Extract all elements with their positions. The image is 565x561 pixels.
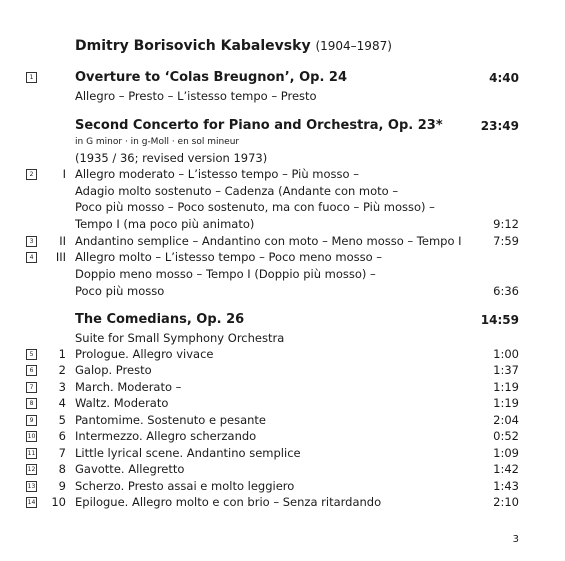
- track-box: 4: [26, 252, 37, 263]
- track-box: 7: [26, 382, 37, 393]
- movement-duration: 2:10: [493, 495, 519, 509]
- track-box: 10: [27, 433, 36, 440]
- key-line: in G minor · in g-Moll · en sol mineur: [75, 137, 240, 147]
- movement-number: 3: [58, 380, 66, 394]
- movement-number: 7: [58, 446, 66, 460]
- movement-title: March. Moderato –: [75, 380, 182, 394]
- work-title: Second Concerto for Piano and Orchestra, Op. 23*: [75, 118, 443, 133]
- track-box: 14: [27, 499, 36, 506]
- work-duration: 23:49: [480, 119, 519, 133]
- movement-number: 4: [58, 396, 66, 410]
- composer-name: Dmitry Borisovich Kabalevsky: [75, 38, 311, 54]
- movement-number: 1: [58, 347, 66, 361]
- movement-line: Allegro moderato – L’istesso tempo – Più mosso –: [75, 167, 359, 181]
- work-title: Overture to ‘Colas Breugnon’, Op. 24: [75, 70, 348, 85]
- track-box: 11: [27, 450, 36, 457]
- movement-title: Waltz. Moderato: [75, 396, 169, 410]
- movement-title: Pantomime. Sostenuto e pesante: [75, 413, 266, 427]
- movement-line: Allegro molto – L’istesso tempo – Poco meno mosso –: [75, 250, 383, 264]
- movement-duration: 1:19: [493, 380, 519, 394]
- movement-duration: 9:12: [493, 217, 519, 231]
- work-duration: 4:40: [489, 71, 519, 85]
- track-box: 1: [26, 72, 37, 83]
- movement-number: 10: [51, 495, 66, 509]
- movement-line: Tempo I (ma poco più animato): [75, 217, 255, 231]
- tempo-line: Allegro – Presto – L’istesso tempo – Presto: [75, 89, 317, 103]
- work-duration: 14:59: [480, 313, 519, 327]
- composer-heading: [75, 38, 392, 54]
- movement-line: Doppio meno mosso – Tempo I (Doppio più mosso) –: [75, 267, 376, 281]
- movement-title: Prologue. Allegro vivace: [75, 347, 214, 361]
- page-number: 3: [512, 534, 519, 545]
- movement-line: Adagio molto sostenuto – Cadenza (Andante con moto –: [75, 184, 399, 198]
- movement-number: 2: [58, 363, 66, 377]
- movement-title: Epilogue. Allegro molto e con brio – Senza ritardando: [75, 495, 382, 509]
- movement-line: Andantino semplice – Andantino con moto – Meno mosso – Tempo I: [75, 234, 462, 248]
- movement-title: Little lyrical scene. Andantino semplice: [75, 446, 301, 460]
- movement-line: Poco più mosso – Poco sostenuto, ma con fuoco – Più mosso) –: [75, 200, 435, 214]
- movement-duration: 1:42: [493, 462, 519, 476]
- movement-title: Galop. Presto: [75, 363, 152, 377]
- track-box: 2: [26, 169, 37, 180]
- track-box: 5: [26, 349, 37, 360]
- track-box: 9: [26, 415, 37, 426]
- movement-number: 6: [58, 429, 66, 443]
- work-subtitle: Suite for Small Symphony Orchestra: [75, 331, 285, 345]
- track-box: 12: [27, 466, 36, 473]
- track-box: 8: [26, 398, 37, 409]
- movement-duration: 1:09: [493, 446, 519, 460]
- movement-numeral: III: [55, 250, 66, 264]
- movement-duration: 2:04: [493, 413, 519, 427]
- movement-number: 5: [58, 413, 66, 427]
- movement-title: Gavotte. Allegretto: [75, 462, 185, 476]
- movement-duration: 1:19: [493, 396, 519, 410]
- track-box: 3: [26, 236, 37, 247]
- movement-numeral: II: [59, 234, 66, 248]
- movement-number: 9: [58, 479, 66, 493]
- movement-duration: 6:36: [493, 284, 519, 298]
- date-line: (1935 / 36; revised version 1973): [75, 151, 268, 165]
- track-box: 6: [26, 365, 37, 376]
- movement-duration: 0:52: [493, 429, 519, 443]
- movement-title: Scherzo. Presto assai e molto leggiero: [75, 479, 295, 493]
- movement-duration: 1:43: [493, 479, 519, 493]
- movement-duration: 1:37: [493, 363, 519, 377]
- track-box: 13: [27, 483, 36, 490]
- movement-title: Intermezzo. Allegro scherzando: [75, 429, 257, 443]
- movement-duration: 7:59: [493, 234, 519, 248]
- work-title: The Comedians, Op. 26: [75, 312, 245, 327]
- movement-numeral: I: [62, 167, 66, 181]
- movement-duration: 1:00: [493, 347, 519, 361]
- movement-line: Poco più mosso: [75, 284, 165, 298]
- composer-dates: (1904–1987): [315, 39, 392, 53]
- movement-number: 8: [58, 462, 66, 476]
